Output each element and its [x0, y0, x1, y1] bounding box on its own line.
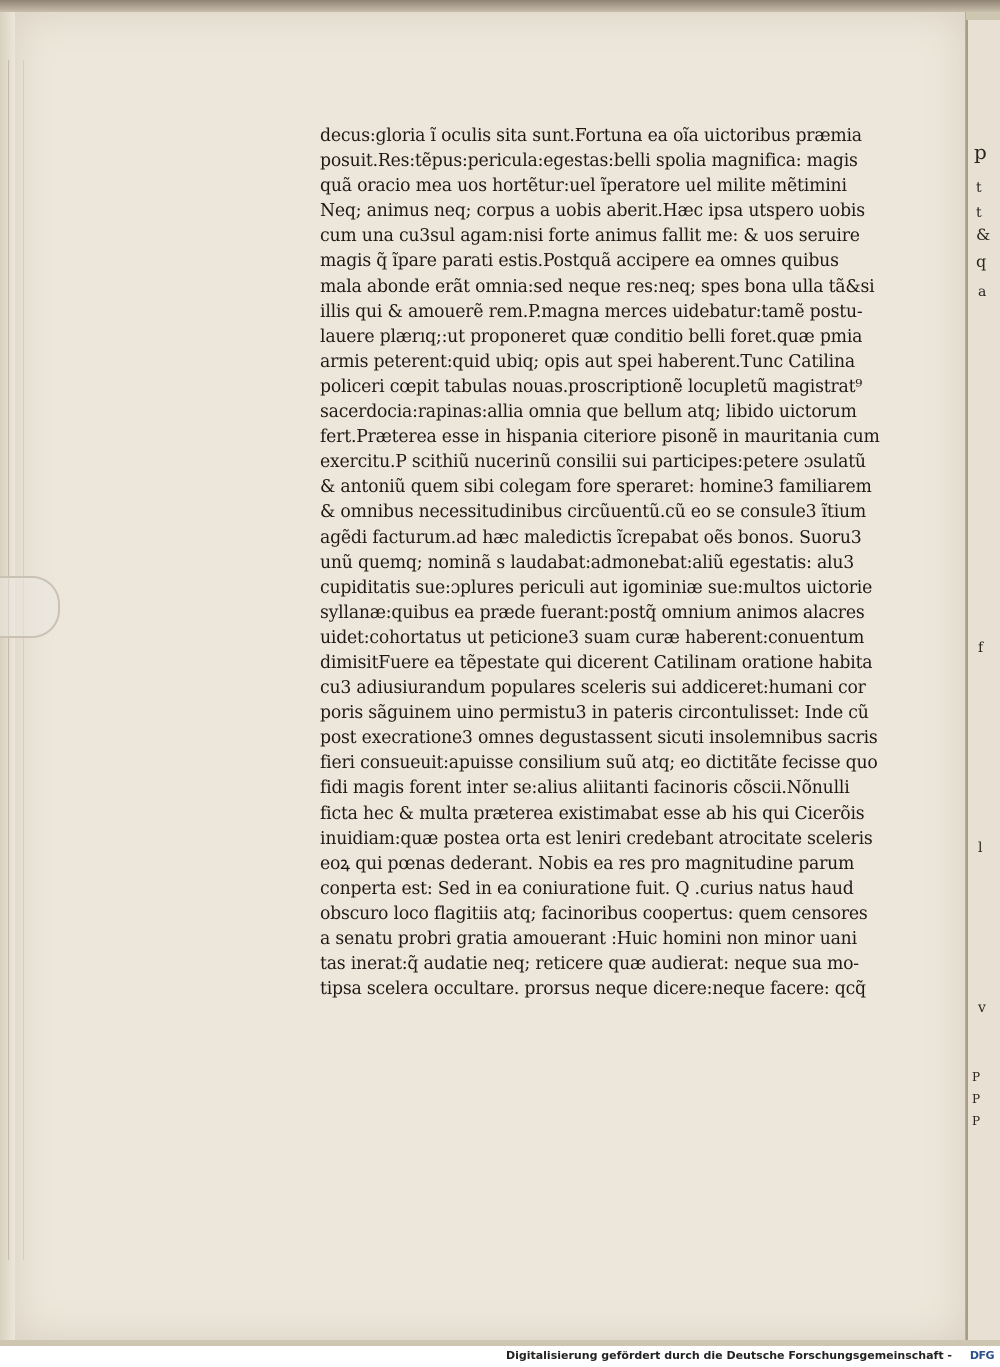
text-line: tas inerat:q̃ audatie neq; reticere quæ audierat: neque sua mo-: [320, 954, 859, 975]
text-line: Neq; animus neq; corpus a uobis aberit.Hæc ipsa utspero uobis: [320, 201, 865, 222]
text-line: agẽdi facturum.ad hæc maledictis ĩcrepabat oẽs bonos. Suoru3: [320, 527, 862, 548]
text-line: fieri consueuit:apuisse consilium suũ atq; eo dictitãte fecisse quo: [320, 753, 878, 774]
text-line: posuit.Res:tẽpus:pericula:egestas:belli spolia magnifica: magis: [320, 151, 858, 172]
facing-page-letter: P: [972, 1114, 981, 1128]
text-line: tipsa scelera occultare. prorsus neque dicere:neque facere: qcq̃: [320, 979, 866, 1000]
facing-page-letter: v: [978, 1000, 986, 1016]
text-line: policeri cœpit tabulas nouas.proscriptionẽ locupletũ magistrat⁹: [320, 376, 863, 397]
text-line: dimisitFuere ea tẽpestate qui dicerent Catilinam oratione habita: [320, 652, 873, 673]
text-line: armis peterent:quid ubiq; opis aut spei haberent.Tunc Catilina: [320, 351, 855, 372]
facing-page-letter: f: [978, 640, 984, 656]
facing-page-letter: a: [978, 284, 987, 300]
footer-funding-note: Digitalisierung gefördert durch die Deutsche Forschungsgemeinschaft -: [505, 1349, 952, 1362]
dfg-logo: DFG: [969, 1349, 994, 1362]
facing-page-letter: q: [976, 252, 987, 271]
text-line: post execratione3 omnes degustassent sicuti insolemnibus sacris: [320, 728, 878, 749]
text-line: illis qui & amouerẽ rem.P.magna merces uidebatur:tamẽ postu-: [320, 301, 863, 322]
text-line: & omnibus necessitudinibus circũuentũ.cũ eo se consule3 ĩtium: [320, 502, 867, 523]
facing-page-letter: P: [972, 1070, 981, 1084]
text-line: eoꝝ qui pœnas dederant. Nobis ea res pro magnitudine parum: [320, 853, 855, 874]
facing-page-letter: t: [976, 180, 982, 196]
facing-page-letter: t: [976, 205, 982, 221]
text-line: decus:gloria ĩ oculis sita sunt.Fortuna ea oĩa uictoribus præmia: [320, 126, 862, 146]
text-line: sacerdocia:rapinas:allia omnia que bellum atq; libido uictorum: [320, 402, 857, 423]
facing-page-letter: &: [976, 225, 991, 244]
text-line: & antoniũ quem sibi colegam fore speraret: homine3 familiarem: [320, 477, 872, 498]
text-line: cupiditatis sue:ɔplures periculi aut igominiæ sue:multos uictorie: [320, 577, 873, 598]
text-line: syllanæ:quibus ea præde fuerant:postq̃ omnium animos alacres: [320, 602, 865, 623]
facing-page-edge: [966, 20, 1000, 1340]
text-line: poris sãguinem uino permistu3 in pateris circontulisset: Inde cũ: [320, 703, 869, 724]
page-text-block: [320, 124, 885, 1002]
text-line: fert.Præterea esse in hispania citeriore pisonẽ in mauritania cum: [320, 427, 880, 448]
text-line: a senatu probri gratia amouerant :Huic homini non minor uani: [320, 929, 857, 949]
text-line: mala abonde erãt omnia:sed neque res:neq; spes bona ulla tã&si: [320, 276, 875, 297]
text-line: magis q̃ ĩpare parati estis.Postquã accipere ea omnes quibus: [320, 251, 839, 272]
binding-edge: [0, 0, 1000, 12]
facing-page-letter: P: [972, 1092, 981, 1106]
stacked-page-edges: [8, 60, 24, 1260]
text-line: cu3 adiusiurandum populares sceleris sui addiceret:humani cor: [320, 678, 866, 699]
facing-page-letter: p: [974, 140, 987, 164]
text-line: lauere plærıq;:ut proponeret quæ conditio belli foret.quæ pmia: [320, 326, 863, 347]
text-line: uidet:cohortatus ut peticione3 suam curæ haberent:conuentum: [320, 627, 865, 648]
text-line: unũ quemq; nominã s laudabat:admonebat:aliũ egestatis: alu3: [320, 552, 855, 573]
text-line: ficta hec & multa præterea existimabat esse ab his qui Cicerõis: [320, 803, 865, 824]
text-line: inuidiam:quæ postea orta est leniri credebant atrocitate sceleris: [320, 828, 873, 849]
clip-mark: [0, 576, 60, 638]
text-line: exercitu.P scithiũ nucerinũ consilii sui participes:petere ɔsulatũ: [320, 452, 866, 473]
text-line: conperta est: Sed in ea coniuratione fuit. Q .curius natus haud: [320, 878, 854, 899]
text-line: fidi magis forent inter se:alius aliitanti facinoris cõscii.Nõnulli: [320, 778, 850, 799]
facing-page-letter: l: [978, 840, 983, 856]
text-line: quã oracio mea uos hortẽtur:uel ĩperatore uel milite mẽtimini: [320, 176, 847, 197]
text-line: obscuro loco flagitiis atq; facinoribus coopertus: quem censores: [320, 903, 868, 924]
text-line: cum una cu3sul agam:nisi forte animus fallit me: & uos seruire: [320, 226, 860, 247]
footer-bar: [0, 1346, 1000, 1367]
